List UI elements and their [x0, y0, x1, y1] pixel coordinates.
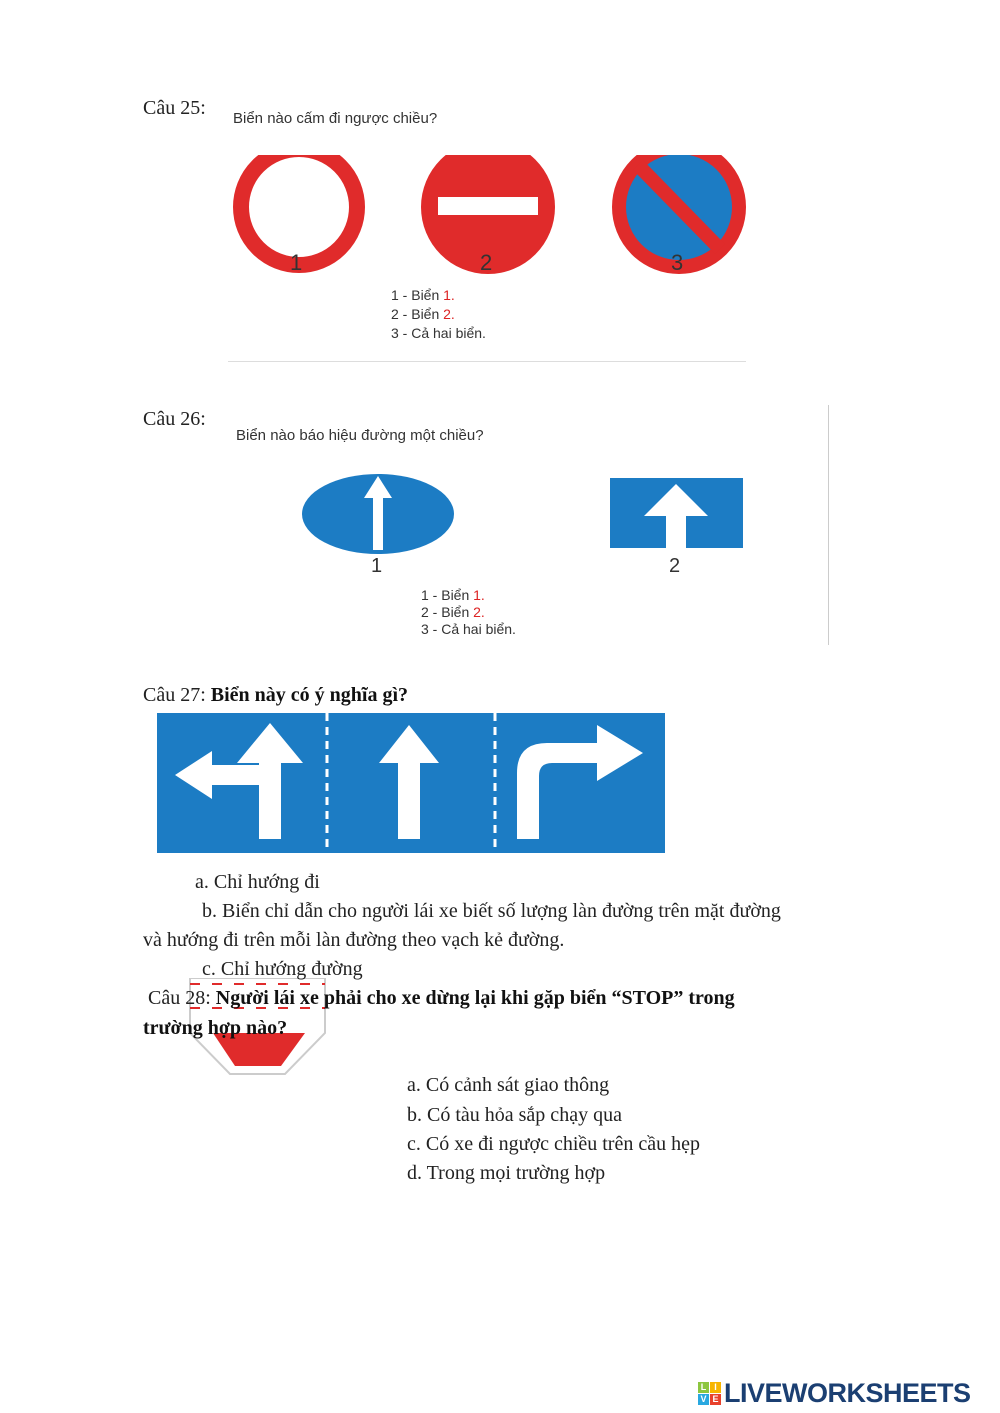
sign-number: 1 — [371, 555, 383, 577]
q28-question-cont: trường hợp nào? — [143, 1017, 288, 1039]
q25-option-1: 1 - Biển 1. — [391, 287, 455, 303]
sign-number: 2 — [669, 555, 681, 577]
sign-number: 1 — [290, 250, 303, 275]
q26-option-1: 1 - Biển 1. — [421, 587, 485, 603]
q25-image — [228, 95, 746, 362]
q27-question: Câu 27: Biển này có ý nghĩa gì? — [143, 684, 409, 706]
badge-letter: I — [710, 1382, 721, 1393]
q28-answer-c[interactable]: c. Có xe đi ngược chiều trên cầu hẹp — [407, 1133, 700, 1155]
logo-text: LIVEWORKSHEETS — [724, 1378, 971, 1408]
badge-letter: E — [710, 1394, 721, 1405]
q25-option-2: 2 - Biển 2. — [391, 306, 455, 322]
q27-answer-b-cont: và hướng đi trên mỗi làn đường theo vạch kẻ đường. — [143, 929, 565, 951]
badge-letter: V — [698, 1394, 709, 1405]
q28-question: Câu 28: Người lái xe phải cho xe dừng lại khi gặp biển “STOP” trong — [148, 987, 735, 1009]
liveworksheets-logo — [698, 1378, 971, 1409]
sign-number: 2 — [480, 250, 493, 275]
q25-prompt: Biển nào cấm đi ngược chiều? — [233, 110, 438, 127]
q26-signs — [230, 470, 828, 560]
badge-letter: L — [698, 1382, 709, 1393]
q27-answer-b[interactable]: b. Biển chỉ dẫn cho người lái xe biết số lượng làn đường trên mặt đường — [202, 900, 781, 922]
q28-answer-a[interactable]: a. Có cảnh sát giao thông — [407, 1074, 610, 1096]
lane-direction-sign — [157, 713, 669, 854]
q26-image — [230, 405, 829, 645]
q26-prompt: Biển nào báo hiệu đường một chiều? — [236, 427, 484, 444]
q28-answer-b[interactable]: b. Có tàu hỏa sắp chạy qua — [407, 1104, 622, 1126]
live-badge-icon — [698, 1382, 721, 1405]
q25-option-3: 3 - Cả hai biển. — [391, 325, 486, 341]
q28-answer-d[interactable]: d. Trong mọi trường hợp — [407, 1162, 606, 1184]
q27-answer-a[interactable]: a. Chỉ hướng đi — [195, 871, 320, 893]
q26-label: Câu 26: — [143, 408, 206, 430]
q27-answer-c[interactable]: c. Chỉ hướng đường — [202, 958, 363, 980]
q26-option-2: 2 - Biển 2. — [421, 604, 485, 620]
sign-number: 3 — [671, 250, 684, 275]
q26-option-3: 3 - Cả hai biển. — [421, 621, 516, 637]
q25-label: Câu 25: — [143, 97, 206, 119]
no-entry-all-sign — [241, 155, 357, 265]
